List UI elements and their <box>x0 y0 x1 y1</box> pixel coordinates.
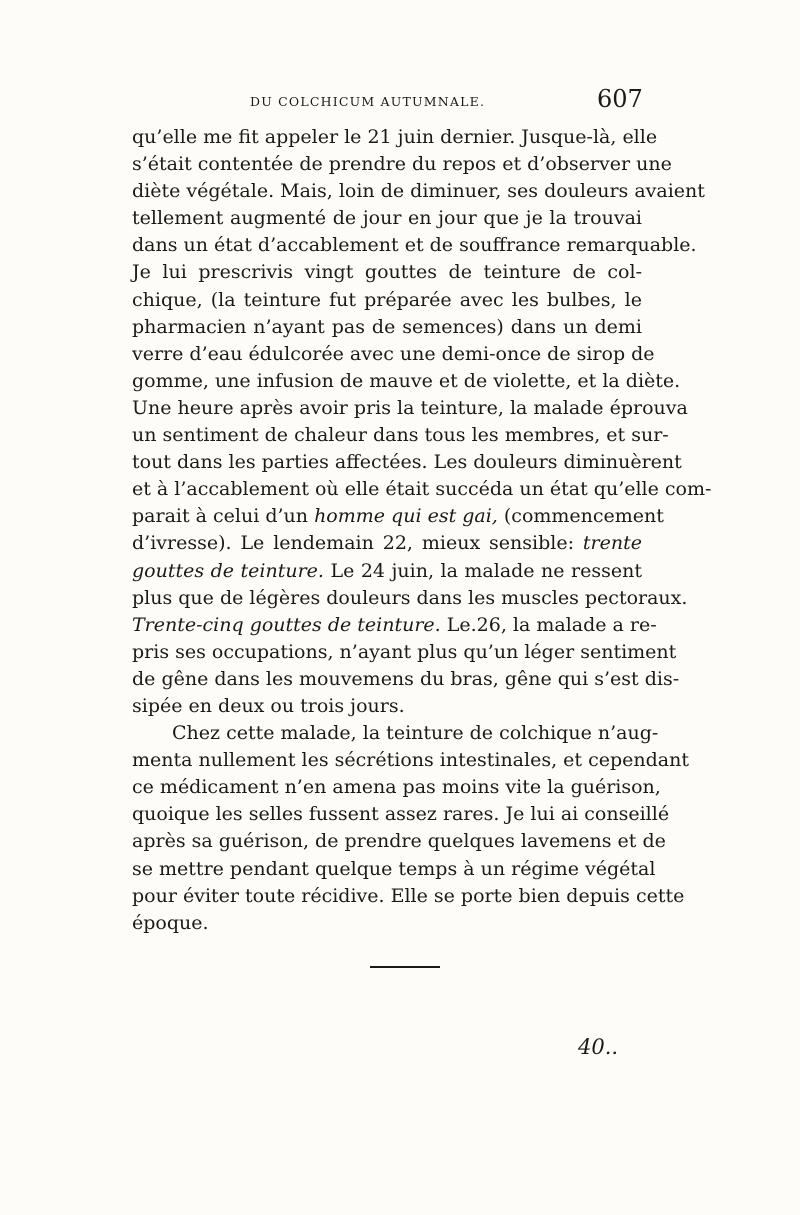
text-line: pris ses occupations, n’ayant plus qu’un léger sentiment <box>132 640 677 663</box>
text-line: se mettre pendant quelque temps à un régime végétal <box>132 857 656 880</box>
italic-phrase: gouttes de teinture. <box>132 559 324 582</box>
text-line: Une heure après avoir pris la teinture, la malade éprouva <box>132 396 688 419</box>
text-line: Chez cette malade, la teinture de colchique n’aug- <box>172 722 659 745</box>
running-title: DU COLCHICUM AUTUMNALE. <box>250 94 486 109</box>
section-divider <box>370 966 440 968</box>
italic-phrase: Trente-cinq gouttes de teinture. <box>132 613 441 636</box>
italic-phrase: homme qui est gai, <box>314 505 498 528</box>
page-number: 607 <box>597 85 643 113</box>
text-line: menta nullement les sécrétions intestinales, et cependant <box>132 749 689 772</box>
text-line <box>132 612 657 639</box>
text-line: après sa guérison, de prendre quelques lavemens et de <box>132 830 666 853</box>
text-line: sipée en deux ou trois jours. <box>132 694 405 717</box>
italic-phrase: trente <box>582 532 642 555</box>
text-line <box>132 530 642 557</box>
text-line: un sentiment de chaleur dans tous les membres, et sur- <box>132 424 669 447</box>
text-line <box>132 503 664 530</box>
text-line: diète végétale. Mais, loin de diminuer, ses douleurs avaient <box>132 180 705 203</box>
text-line: ce médicament n’en amena pas moins vite la guérison, <box>132 776 661 799</box>
text-line: quoique les selles fussent assez rares. Je lui ai conseillé <box>132 803 670 826</box>
text-line: pour éviter toute récidive. Elle se porte bien depuis cette <box>132 884 685 907</box>
text-line: plus que de légères douleurs dans les muscles pectoraux. <box>132 586 688 609</box>
text-line: et à l’accablement où elle était succéda un état qu’elle com- <box>132 478 712 501</box>
text-line: chique, (la teinture fut préparée avec les bulbes, le <box>132 288 642 311</box>
text-line: dans un état d’accablement et de souffrance remarquable. <box>132 234 697 257</box>
text-run: d’ivresse). Le lendemain 22, mieux sensible: <box>132 532 583 555</box>
text-run: parait à celui d’un <box>132 505 315 528</box>
text-line: verre d’eau édulcorée avec une demi-once de sirop de <box>132 342 655 365</box>
text-line: qu’elle me fit appeler le 21 juin dernier. Jusque-là, elle <box>132 126 658 148</box>
text-line: pharmacien n’ayant pas de semences) dans un demi <box>132 315 642 338</box>
text-line: s’était contentée de prendre du repos et d’observer une <box>132 153 672 176</box>
text-line: époque. <box>132 911 209 934</box>
text-line: gomme, une infusion de mauve et de violette, et la diète. <box>132 369 681 392</box>
signature-mark: 40.. <box>578 1035 619 1059</box>
text-line: tout dans les parties affectées. Les douleurs diminuèrent <box>132 451 682 474</box>
text-line: tellement augmenté de jour en jour que je la trouvai <box>132 207 642 230</box>
text-line: de gêne dans les mouvemens du bras, gêne qui s’est dis- <box>132 667 680 690</box>
body-text <box>132 124 712 937</box>
text-line: Je lui prescrivis vingt gouttes de teinture de col- <box>132 261 642 284</box>
text-line <box>132 558 642 585</box>
text-run: (commencement <box>497 505 664 528</box>
text-run: Le.26, la malade a re- <box>440 613 657 636</box>
text-run: Le 24 juin, la malade ne ressent <box>323 559 642 582</box>
